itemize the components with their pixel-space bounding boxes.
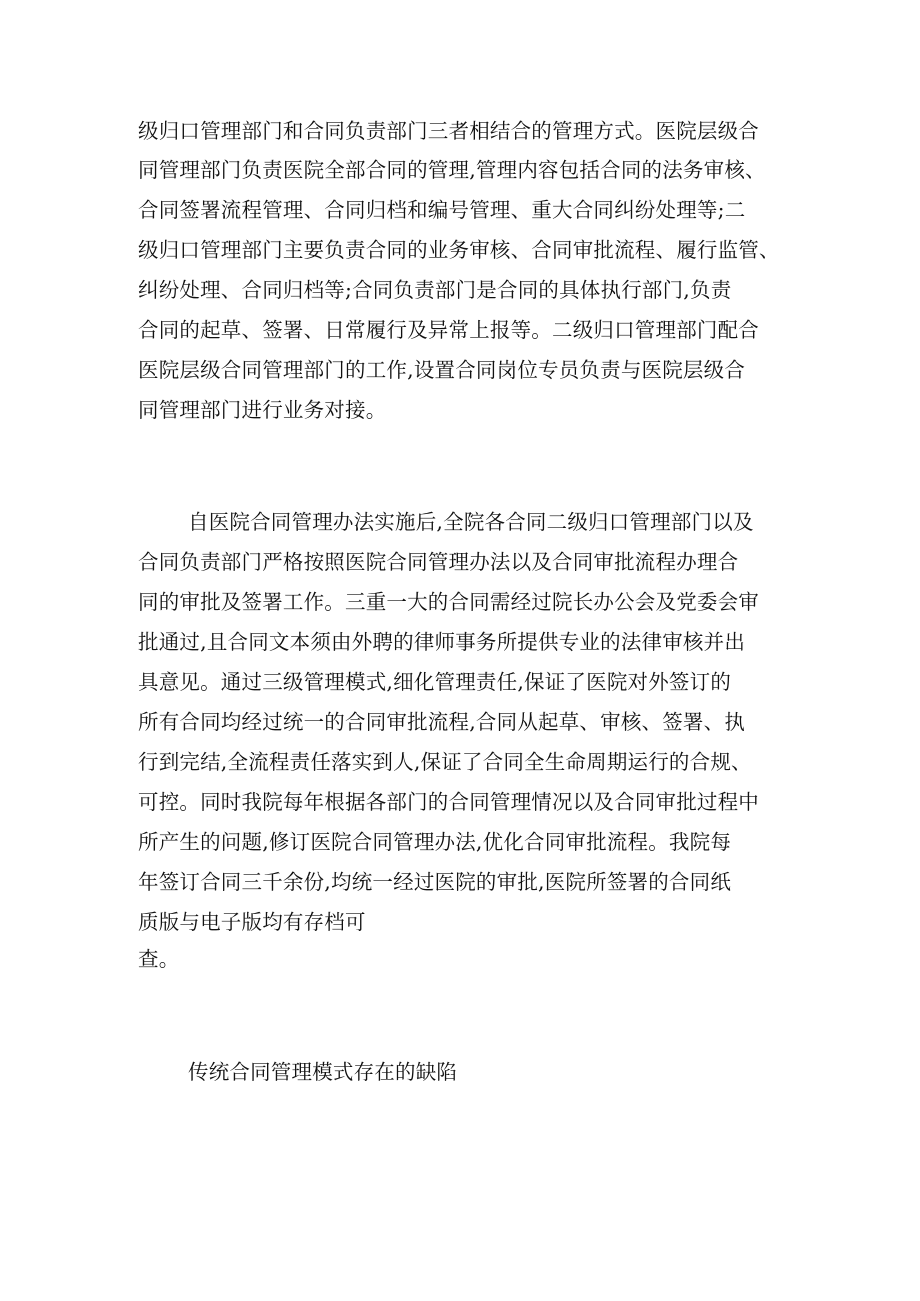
paragraph-2-line-3: 同的审批及签署工作。三重一大的合同需经过院长办公会及党委会审 — [138, 590, 759, 614]
paragraph-1-line-3: 合同签署流程管理、合同归档和编号管理、重大合同纠纷处理等;二 — [138, 198, 746, 222]
paragraph-2-line-8: 可控。同时我院每年根据各部门的合同管理情况以及合同审批过程中 — [138, 790, 759, 814]
paragraph-2-line-5: 具意见。通过三级管理模式,细化管理责任,保证了医院对外签订的 — [138, 670, 732, 694]
paragraph-2-line-6: 所有合同均经过统一的合同审批流程,合同从起草、审核、签署、执 — [138, 710, 746, 734]
section-heading: 传统合同管理模式存在的缺陷 — [188, 1060, 458, 1084]
paragraph-1-line-1: 级归口管理部门和合同负责部门三者相结合的管理方式。医院层级合 — [138, 119, 759, 143]
paragraph-1-line-4: 级归口管理部门主要负责合同的业务审核、合同审批流程、履行监管、 — [138, 238, 780, 262]
paragraph-1-line-7: 医院层级合同管理部门的工作,设置合同岗位专员负责与医院层级合 — [138, 358, 746, 382]
paragraph-2-line-2: 合同负责部门严格按照医院合同管理办法以及合同审批流程办理合 — [138, 550, 739, 574]
paragraph-2-line-9: 所产生的问题,修订医院合同管理办法,优化合同审批流程。我院每 — [138, 830, 732, 854]
paragraph-1-line-2: 同管理部门负责医院全部合同的管理,管理内容包括合同的法务审核、 — [138, 158, 766, 182]
paragraph-2-line-1: 自医院合同管理办法实施后,全院各合同二级归口管理部门以及 — [188, 510, 754, 534]
paragraph-1-line-8: 同管理部门进行业务对接。 — [138, 398, 387, 422]
paragraph-1-line-6: 合同的起草、签署、日常履行及异常上报等。二级归口管理部门配合 — [138, 318, 759, 342]
paragraph-2-line-10: 年签订合同三千余份,均统一经过医院的审批,医院所签署的合同纸 — [138, 870, 732, 894]
paragraph-2-line-11: 质版与电子版均有存档可 — [138, 910, 366, 934]
paragraph-2-line-12: 查。 — [138, 947, 180, 971]
paragraph-2-line-4: 批通过,且合同文本须由外聘的律师事务所提供专业的法律审核并出 — [138, 630, 746, 654]
paragraph-2-line-7: 行到完结,全流程责任落实到人,保证了合同全生命周期运行的合规、 — [138, 750, 752, 774]
paragraph-1-line-5: 纠纷处理、合同归档等;合同负责部门是合同的具体执行部门,负责 — [138, 278, 732, 302]
